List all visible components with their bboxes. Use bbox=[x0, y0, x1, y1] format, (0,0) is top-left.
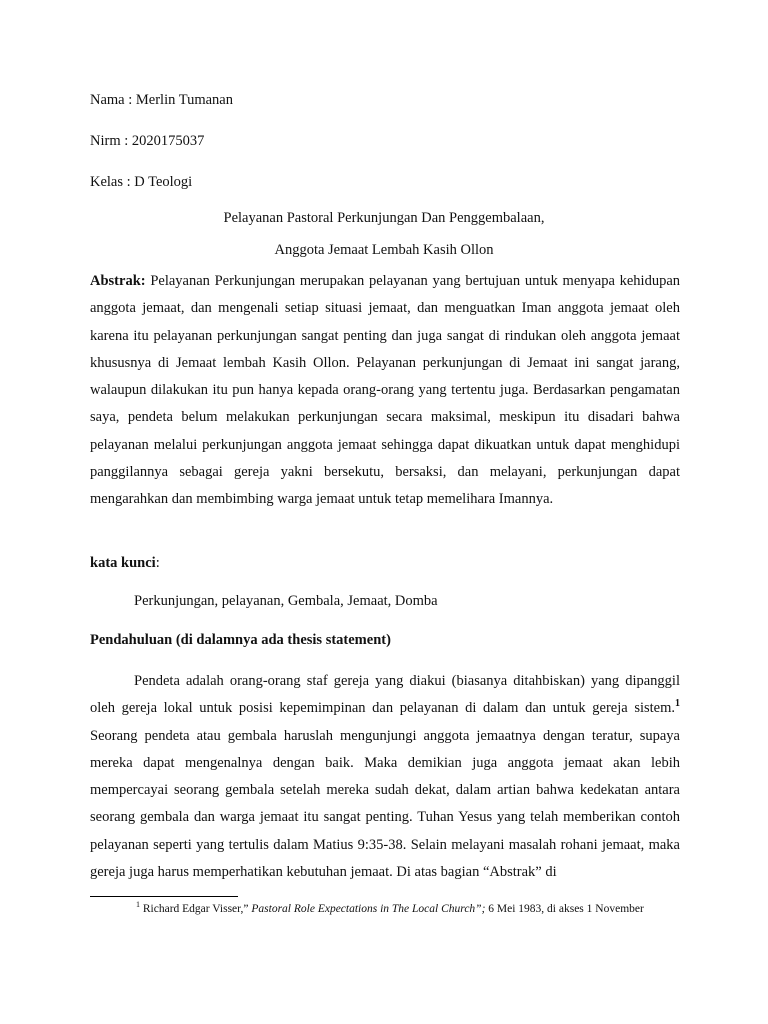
introduction-text-part2: Seorang pendeta atau gembala haruslah mengunjungi anggota jemaatnya dengan teratur, supaya mereka dapat mengenalnya dengan baik. Maka demikian juga anggota jemaat akan lebih mempercayai seorang gembala setelah mereka sudah dekat, dalam artian bahwa kedekatan antara seorang gembala dan warga jemaat itu sangat penting. Tuhan Yesus yang telah memberikan contoh pelayanan seperti yang tertulis dalam Matius 9:35-38. Selain melayani masalah rohani jemaat, maka gereja juga harus memperhatikan kebutuhan jemaat. Di atas bagian “Abstrak” di bbox=[90, 727, 680, 881]
student-name: Nama : Merlin Tumanan bbox=[90, 92, 233, 108]
keywords-heading bbox=[90, 555, 160, 572]
document-title-line1: Pelayanan Pastoral Perkunjungan Dan Penggembalaan, bbox=[223, 210, 545, 226]
student-class: Kelas : D Teologi bbox=[90, 174, 193, 190]
footnote-divider bbox=[90, 896, 238, 897]
footnote-details: 6 Mei 1983, di akses 1 November bbox=[488, 903, 644, 915]
introduction-paragraph bbox=[90, 668, 680, 886]
keywords-label: kata kunci bbox=[90, 555, 156, 571]
document-title-line2: Anggota Jemaat Lembah Kasih Ollon bbox=[274, 242, 494, 258]
keywords-colon: : bbox=[155, 555, 160, 571]
student-nirm: Nirm : 2020175037 bbox=[90, 133, 205, 149]
keywords-list: Perkunjungan, pelayanan, Gembala, Jemaat, Domba bbox=[134, 593, 438, 609]
footnote bbox=[124, 901, 644, 918]
abstract-paragraph bbox=[90, 268, 680, 514]
introduction-heading: Pendahuluan (di dalamnya ada thesis statement) bbox=[90, 632, 391, 648]
introduction-text-part1: Pendeta adalah orang-orang staf gereja yang diakui (biasanya ditahbiskan) yang dipanggil oleh gereja lokal untuk posisi kepemimpinan dan pelayanan di dalam dan untuk gereja sistem. bbox=[90, 673, 680, 717]
footnote-source-title: Pastoral Role Expectations in The Local Church”; bbox=[251, 903, 486, 915]
footnote-author: Richard Edgar Visser,” bbox=[142, 903, 249, 915]
abstract-text: Pelayanan Perkunjungan merupakan pelayanan yang bertujuan untuk menyapa kehidupan anggota jemaat, dan mengenali setiap situasi jemaat, dan menguatkan Iman anggota jemaat oleh karena itu pelayanan perkunjungan sangat penting dan juga sangat di rindukan oleh anggota jemaat khususnya di Jemaat lembah Kasih Ollon. Pelayanan perkunjungan di Jemaat ini sangat jarang, walaupun dilakukan itu pun hanya kepada orang-orang yang tertentu juga. Berdasarkan pengamatan saya, pendeta belum melakukan perkunjungan secara maksimal, meskipun itu disadari bahwa pelayanan melalui perkunjungan anggota jemaat sehingga dapat dikuatkan untuk dapat menghidupi panggilannya sebagai gereja yakni bersekutu, bersaksi, dan melayani, perkunjungan dapat mengarahkan dan membimbing warga jemaat untuk tetap memelihara Imannya. bbox=[90, 273, 681, 508]
footnote-reference[interactable]: 1 bbox=[675, 698, 680, 710]
abstract-label: Abstrak: bbox=[90, 273, 146, 289]
footnote-number: 1 bbox=[136, 900, 140, 910]
